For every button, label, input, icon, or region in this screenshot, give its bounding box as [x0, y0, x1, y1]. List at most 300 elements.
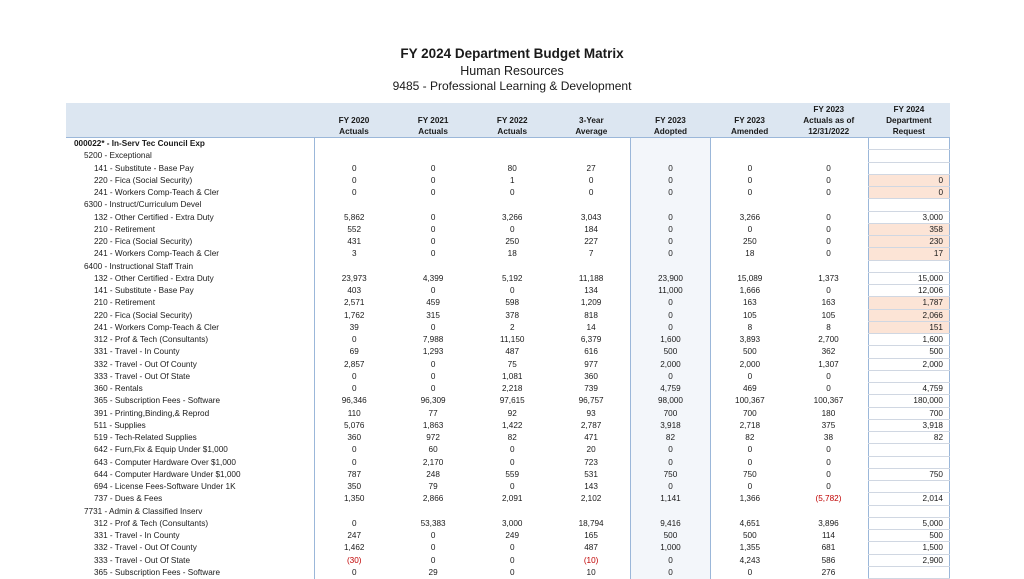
- cell-fy2023-adopted: 4,759: [631, 383, 710, 395]
- cell-fy2022: 0: [509, 445, 515, 455]
- table-row: [66, 321, 950, 333]
- cell-fy2024-request: 0: [868, 174, 949, 186]
- row-description: 6400 - Instructional Staff Train: [84, 261, 194, 271]
- group-row: [66, 150, 950, 162]
- cell-fy2021: 0: [430, 175, 436, 185]
- table-row: [66, 174, 950, 186]
- cell-fy2020: 110: [314, 407, 393, 419]
- table-row: [66, 346, 950, 358]
- cell-avg3yr: 723: [584, 457, 598, 467]
- cell-fy2022: 0: [509, 555, 515, 565]
- cell-avg3yr: 27: [586, 163, 596, 173]
- cell-fy2023-actuals: 276: [821, 567, 836, 577]
- cell-fy2022: 487: [505, 347, 520, 357]
- cell-fy2024-request: 1,600: [868, 334, 949, 346]
- cell-fy2021: 2,866: [422, 494, 444, 504]
- row-description: 141 - Substitute - Base Pay: [94, 163, 194, 173]
- cell-fy2023-amended: 0: [710, 162, 789, 174]
- cell-fy2023-actuals: 3,896: [818, 518, 839, 528]
- table-row: [66, 334, 950, 346]
- cell-fy2022: 2,091: [501, 494, 523, 504]
- cell-avg3yr: [552, 505, 631, 517]
- cell-fy2023-adopted: 0: [631, 211, 710, 223]
- cell-avg3yr: [552, 260, 631, 272]
- cell-fy2022: 0: [509, 567, 515, 577]
- cell-fy2020: 23,973: [314, 272, 393, 284]
- cell-fy2023-amended: 4,243: [710, 554, 789, 566]
- cell-avg3yr: 7: [588, 249, 594, 259]
- cell-fy2020: 1,350: [314, 493, 393, 505]
- cell-fy2023-adopted: [631, 260, 710, 272]
- cell-fy2022: 75: [507, 359, 517, 369]
- cell-fy2020: 0: [314, 334, 393, 346]
- row-description: 694 - License Fees-Software Under 1K: [94, 482, 236, 492]
- row-description: 511 - Supplies: [94, 420, 146, 430]
- row-description: 331 - Travel - In County: [94, 531, 180, 541]
- cell-fy2023-actuals: 100,367: [813, 396, 844, 406]
- row-description: 141 - Substitute - Base Pay: [94, 286, 194, 296]
- col-header-fy2023-amended: FY 2023 Amended: [710, 103, 789, 138]
- cell-fy2022: 0: [509, 286, 515, 296]
- cell-fy2022: 3,266: [501, 212, 523, 222]
- cell-fy2023-adopted: 1,141: [631, 493, 710, 505]
- cell-fy2020: [314, 150, 393, 162]
- cell-fy2024-request: [868, 444, 949, 456]
- table-row: [66, 383, 950, 395]
- cell-fy2024-request: 2,066: [868, 309, 949, 321]
- row-description: 519 - Tech-Related Supplies: [94, 433, 197, 443]
- cell-avg3yr: [552, 138, 631, 150]
- table-row: [66, 358, 950, 370]
- table-row: [66, 248, 950, 260]
- group-row: [66, 260, 950, 272]
- cell-fy2024-request: [868, 370, 949, 382]
- cell-avg3yr: 14: [586, 322, 596, 332]
- cell-fy2023-amended: 15,089: [710, 272, 789, 284]
- table-row: [66, 407, 950, 419]
- page-subtitle-2: 9485 - Professional Learning & Development: [392, 79, 632, 93]
- cell-fy2023-actuals: [789, 505, 868, 517]
- col-header-fy2023-adopted: FY 2023 Adopted: [631, 103, 710, 138]
- cell-fy2020: 0: [314, 444, 393, 456]
- col-header-fy2024-request: FY 2024 Department Request: [868, 103, 949, 138]
- cell-fy2022: 559: [505, 469, 520, 479]
- cell-fy2023-amended: 3,266: [710, 211, 789, 223]
- cell-fy2023-amended: 469: [710, 383, 789, 395]
- cell-avg3yr: 0: [588, 175, 594, 185]
- col-header-fy2023-actuals: FY 2023 Actuals as of 12/31/2022: [789, 103, 868, 138]
- cell-fy2020: 0: [314, 456, 393, 468]
- cell-fy2020: 431: [314, 236, 393, 248]
- cell-fy2021: [394, 199, 473, 211]
- cell-avg3yr: 818: [584, 310, 598, 320]
- cell-fy2023-amended: 0: [710, 187, 789, 199]
- table-row: [66, 432, 950, 444]
- cell-fy2022: 97,615: [499, 396, 525, 406]
- cell-fy2024-request: 750: [868, 468, 949, 480]
- cell-fy2022: 82: [507, 433, 517, 443]
- cell-avg3yr: 977: [584, 359, 598, 369]
- cell-fy2021: 0: [430, 163, 436, 173]
- cell-fy2023-actuals: 1,373: [818, 273, 839, 283]
- cell-fy2023-adopted: 1,000: [631, 542, 710, 554]
- cell-fy2024-request: 180,000: [868, 395, 949, 407]
- cell-fy2022: 598: [505, 298, 520, 308]
- cell-fy2023-amended: 0: [710, 174, 789, 186]
- row-description: 365 - Subscription Fees - Software: [94, 567, 221, 577]
- cell-fy2020: 5,076: [314, 419, 393, 431]
- row-description: 312 - Prof & Tech (Consultants): [94, 518, 209, 528]
- cell-fy2022: 0: [509, 482, 515, 492]
- cell-fy2022: [473, 505, 552, 517]
- cell-fy2023-amended: 2,718: [710, 419, 789, 431]
- cell-fy2021: 315: [426, 310, 440, 320]
- cell-fy2020: 552: [314, 223, 393, 235]
- row-description: 333 - Travel - Out Of State: [94, 555, 191, 565]
- cell-fy2020: [314, 199, 393, 211]
- cell-fy2023-actuals: 163: [821, 298, 836, 308]
- cell-fy2023-actuals: 105: [821, 310, 836, 320]
- cell-fy2020: 0: [314, 517, 393, 529]
- cell-fy2023-adopted: 2,000: [631, 358, 710, 370]
- cell-fy2023-amended: [710, 138, 789, 150]
- cell-fy2022: [473, 199, 552, 211]
- cell-fy2023-actuals: 0: [826, 175, 831, 185]
- table-row: [66, 187, 950, 199]
- cell-fy2023-actuals: (5,782): [815, 494, 842, 504]
- row-description: 5200 - Exceptional: [84, 151, 152, 161]
- cell-avg3yr: 134: [584, 286, 598, 296]
- cell-fy2023-adopted: 98,000: [631, 395, 710, 407]
- table-row: [66, 468, 950, 480]
- cell-fy2021: 0: [430, 212, 436, 222]
- cell-fy2023-amended: 0: [710, 481, 789, 493]
- cell-fy2020: 0: [314, 566, 393, 578]
- group-row: [66, 505, 950, 517]
- cell-fy2023-adopted: 1,600: [631, 334, 710, 346]
- cell-fy2020: 1,762: [314, 309, 393, 321]
- row-description: 331 - Travel - In County: [94, 347, 180, 357]
- cell-fy2023-adopted: 0: [631, 174, 710, 186]
- cell-fy2024-request: 5,000: [868, 517, 949, 529]
- page-subtitle: Human Resources: [460, 64, 564, 78]
- cell-fy2020: 2,571: [314, 297, 393, 309]
- cell-fy2024-request: 358: [868, 223, 949, 235]
- cell-fy2021: 0: [430, 543, 436, 553]
- cell-fy2021: 0: [430, 384, 436, 394]
- cell-fy2023-amended: 8: [710, 321, 789, 333]
- cell-fy2023-actuals: 8: [826, 322, 831, 332]
- cell-avg3yr: 531: [584, 469, 598, 479]
- cell-fy2022: 18: [507, 249, 517, 259]
- row-description: 360 - Rentals: [94, 384, 143, 394]
- cell-fy2022: 1,081: [501, 371, 523, 381]
- cell-fy2023-adopted: 500: [631, 530, 710, 542]
- cell-fy2024-request: 0: [868, 187, 949, 199]
- cell-fy2022: 0: [509, 457, 515, 467]
- cell-fy2024-request: 15,000: [868, 272, 949, 284]
- cell-fy2023-adopted: 700: [631, 407, 710, 419]
- cell-fy2020: 787: [314, 468, 393, 480]
- cell-fy2020: 3: [314, 248, 393, 260]
- cell-fy2023-actuals: 38: [823, 433, 834, 443]
- cell-fy2023-adopted: 0: [631, 236, 710, 248]
- cell-fy2023-adopted: 0: [631, 321, 710, 333]
- cell-fy2024-request: 2,000: [868, 358, 949, 370]
- cell-fy2023-adopted: 0: [631, 554, 710, 566]
- cell-fy2024-request: [868, 505, 949, 517]
- cell-fy2023-amended: 0: [710, 566, 789, 578]
- cell-fy2023-adopted: 0: [631, 481, 710, 493]
- cell-fy2023-actuals: 2,700: [818, 335, 839, 345]
- cell-avg3yr: 11,188: [578, 273, 604, 283]
- cell-fy2023-amended: 82: [710, 432, 789, 444]
- cell-fy2021: [394, 150, 473, 162]
- cell-fy2020: 39: [314, 321, 393, 333]
- cell-avg3yr: 165: [584, 531, 598, 541]
- cell-avg3yr: 96,757: [578, 396, 604, 406]
- cell-fy2023-amended: 1,366: [710, 493, 789, 505]
- cell-avg3yr: 616: [584, 347, 598, 357]
- cell-fy2024-request: 3,000: [868, 211, 949, 223]
- table-row: [66, 444, 950, 456]
- cell-avg3yr: 0: [588, 188, 594, 198]
- row-description: 000022* - In-Serv Tec Council Exp: [74, 139, 205, 149]
- cell-fy2022: 3,000: [501, 518, 523, 528]
- cell-fy2021: 1,863: [422, 420, 444, 430]
- cell-avg3yr: [552, 199, 631, 211]
- cell-fy2024-request: [868, 260, 949, 272]
- cell-fy2023-actuals: 0: [826, 163, 831, 173]
- cell-fy2023-adopted: 0: [631, 370, 710, 382]
- cell-fy2023-actuals: 362: [821, 347, 836, 357]
- cell-avg3yr: 1,209: [580, 298, 602, 308]
- cell-fy2022: 378: [505, 310, 520, 320]
- cell-fy2021: 77: [428, 408, 438, 418]
- cell-fy2023-actuals: [789, 199, 868, 211]
- col-header-3yr-avg: 3-Year Average: [552, 103, 631, 138]
- cell-fy2024-request: 2,900: [868, 554, 949, 566]
- cell-avg3yr: 6,379: [580, 335, 602, 345]
- cell-avg3yr: 184: [584, 224, 598, 234]
- table-header-row: [66, 103, 950, 138]
- cell-fy2023-actuals: 681: [821, 543, 836, 553]
- cell-fy2023-actuals: 0: [826, 384, 831, 394]
- cell-avg3yr: 18,794: [578, 518, 604, 528]
- cell-fy2023-actuals: 0: [826, 445, 831, 455]
- cell-fy2021: 53,383: [420, 518, 446, 528]
- cell-fy2023-amended: 100,367: [710, 395, 789, 407]
- cell-fy2023-actuals: 114: [821, 531, 835, 541]
- cell-fy2023-adopted: [631, 505, 710, 517]
- cell-avg3yr: [552, 150, 631, 162]
- group-row: [66, 199, 950, 211]
- row-description: 241 - Workers Comp-Teach & Cler: [94, 188, 219, 198]
- cell-fy2024-request: [868, 481, 949, 493]
- cell-fy2023-adopted: 0: [631, 187, 710, 199]
- cell-fy2024-request: 151: [868, 321, 949, 333]
- cell-fy2020: [314, 138, 393, 150]
- cell-fy2021: 0: [430, 359, 436, 369]
- cell-fy2023-actuals: 0: [826, 371, 831, 381]
- cell-fy2023-amended: [710, 199, 789, 211]
- row-description: 241 - Workers Comp-Teach & Cler: [94, 322, 219, 332]
- cell-avg3yr: 739: [584, 384, 598, 394]
- cell-fy2020: 1,462: [314, 542, 393, 554]
- row-description: 644 - Computer Hardware Under $1,000: [94, 469, 241, 479]
- cell-fy2020: 2,857: [314, 358, 393, 370]
- cell-fy2023-amended: 0: [710, 223, 789, 235]
- row-description: 391 - Printing,Binding,& Reprod: [94, 408, 210, 418]
- cell-fy2024-request: [868, 162, 949, 174]
- cell-fy2023-actuals: 375: [821, 420, 836, 430]
- cell-fy2021: 96,309: [420, 396, 446, 406]
- cell-fy2020: 360: [314, 432, 393, 444]
- cell-fy2023-amended: 750: [710, 468, 789, 480]
- cell-fy2023-amended: 0: [710, 456, 789, 468]
- cell-fy2023-adopted: 23,900: [631, 272, 710, 284]
- cell-fy2024-request: [868, 150, 949, 162]
- cell-fy2024-request: [868, 456, 949, 468]
- cell-fy2023-adopted: 0: [631, 248, 710, 260]
- cell-fy2021: [394, 138, 473, 150]
- cell-fy2021: 29: [428, 567, 438, 577]
- cell-fy2020: 0: [314, 370, 393, 382]
- cell-avg3yr: (10): [583, 555, 599, 565]
- cell-fy2023-actuals: 0: [826, 249, 831, 259]
- row-description: 737 - Dues & Fees: [94, 494, 163, 504]
- table-row: [66, 530, 950, 542]
- row-description: 132 - Other Certified - Extra Duty: [94, 212, 214, 222]
- row-description: 7731 - Admin & Classified Inserv: [84, 506, 203, 516]
- cell-fy2023-adopted: 0: [631, 162, 710, 174]
- cell-fy2021: 1,293: [422, 347, 444, 357]
- cell-fy2022: 250: [505, 237, 520, 247]
- table-row: [66, 566, 950, 578]
- cell-fy2022: [473, 150, 552, 162]
- cell-fy2020: [314, 505, 393, 517]
- cell-fy2023-adopted: [631, 138, 710, 150]
- table-row: [66, 493, 950, 505]
- cell-avg3yr: 360: [584, 371, 598, 381]
- cell-fy2021: 0: [430, 249, 436, 259]
- cell-fy2022: [473, 138, 552, 150]
- cell-fy2021: 972: [426, 433, 440, 443]
- cell-fy2023-amended: 0: [710, 444, 789, 456]
- cell-fy2021: 7,988: [422, 335, 444, 345]
- cell-avg3yr: 2,787: [580, 420, 602, 430]
- table-row: [66, 419, 950, 431]
- cell-fy2023-amended: 105: [710, 309, 789, 321]
- cell-fy2022: [473, 260, 552, 272]
- budget-table: [66, 103, 950, 579]
- col-header-fy2022: FY 2022 Actuals: [473, 103, 552, 138]
- cell-fy2023-adopted: 750: [631, 468, 710, 480]
- cell-fy2021: 0: [430, 188, 436, 198]
- cell-fy2020: 96,346: [314, 395, 393, 407]
- cell-fy2024-request: 230: [868, 236, 949, 248]
- cell-fy2023-amended: 4,651: [710, 517, 789, 529]
- cell-fy2022: 0: [509, 224, 515, 234]
- row-description: 210 - Retirement: [94, 298, 155, 308]
- cell-avg3yr: 10: [586, 567, 596, 577]
- row-description: 210 - Retirement: [94, 224, 155, 234]
- cell-fy2024-request: 17: [868, 248, 949, 260]
- cell-fy2020: 0: [314, 187, 393, 199]
- table-row: [66, 456, 950, 468]
- cell-fy2024-request: 3,918: [868, 419, 949, 431]
- page-title: FY 2024 Department Budget Matrix: [400, 46, 624, 61]
- cell-fy2022: 0: [509, 188, 515, 198]
- cell-avg3yr: 93: [586, 408, 596, 418]
- cell-avg3yr: 471: [584, 433, 598, 443]
- cell-fy2024-request: [868, 199, 949, 211]
- cell-fy2022: 92: [507, 408, 517, 418]
- cell-fy2022: 0: [509, 543, 515, 553]
- cell-fy2023-actuals: 0: [826, 188, 831, 198]
- cell-fy2022: 2: [509, 322, 515, 332]
- cell-fy2023-amended: 250: [710, 236, 789, 248]
- cell-fy2022: 249: [505, 531, 520, 541]
- table-row: [66, 554, 950, 566]
- cell-fy2020: 0: [314, 383, 393, 395]
- cell-avg3yr: 3,043: [580, 212, 602, 222]
- cell-fy2023-actuals: 0: [826, 286, 831, 296]
- col-header-fy2021: FY 2021 Actuals: [394, 103, 473, 138]
- table-row: [66, 481, 950, 493]
- cell-fy2024-request: [868, 138, 949, 150]
- cell-fy2021: 0: [430, 531, 436, 541]
- cell-fy2024-request: 500: [868, 346, 949, 358]
- cell-fy2023-amended: 700: [710, 407, 789, 419]
- table-row: [66, 517, 950, 529]
- cell-fy2023-adopted: 9,416: [631, 517, 710, 529]
- cell-fy2022: 2,218: [501, 384, 523, 394]
- table-row: [66, 297, 950, 309]
- table-row: [66, 309, 950, 321]
- cell-fy2024-request: [868, 566, 949, 578]
- cell-fy2022: 11,150: [500, 335, 525, 345]
- cell-fy2023-adopted: 0: [631, 223, 710, 235]
- cell-fy2021: 2,170: [422, 457, 444, 467]
- cell-fy2023-actuals: 0: [826, 469, 831, 479]
- table-row: [66, 370, 950, 382]
- table-row: [66, 542, 950, 554]
- cell-fy2020: 5,862: [314, 211, 393, 223]
- cell-fy2021: [394, 260, 473, 272]
- cell-avg3yr: 487: [584, 543, 598, 553]
- cell-fy2022: 80: [507, 163, 517, 173]
- cell-fy2023-actuals: [789, 150, 868, 162]
- row-description: 365 - Subscription Fees - Software: [94, 396, 221, 406]
- cell-fy2024-request: 1,500: [868, 542, 949, 554]
- cell-fy2023-amended: 2,000: [710, 358, 789, 370]
- cell-fy2024-request: 700: [868, 407, 949, 419]
- cell-fy2021: 0: [430, 224, 436, 234]
- cell-fy2023-actuals: 0: [826, 482, 831, 492]
- cell-fy2023-amended: 500: [710, 530, 789, 542]
- cell-fy2023-amended: 0: [710, 370, 789, 382]
- cell-avg3yr: 227: [584, 237, 598, 247]
- row-description: 642 - Furn,Fix & Equip Under $1,000: [94, 445, 228, 455]
- cell-fy2020: 350: [314, 481, 393, 493]
- table-row: [66, 223, 950, 235]
- cell-fy2023-actuals: 0: [826, 224, 831, 234]
- cell-fy2023-amended: 18: [710, 248, 789, 260]
- cell-fy2021: [394, 505, 473, 517]
- cell-fy2022: 1,422: [501, 420, 523, 430]
- cell-fy2024-request: 4,759: [868, 383, 949, 395]
